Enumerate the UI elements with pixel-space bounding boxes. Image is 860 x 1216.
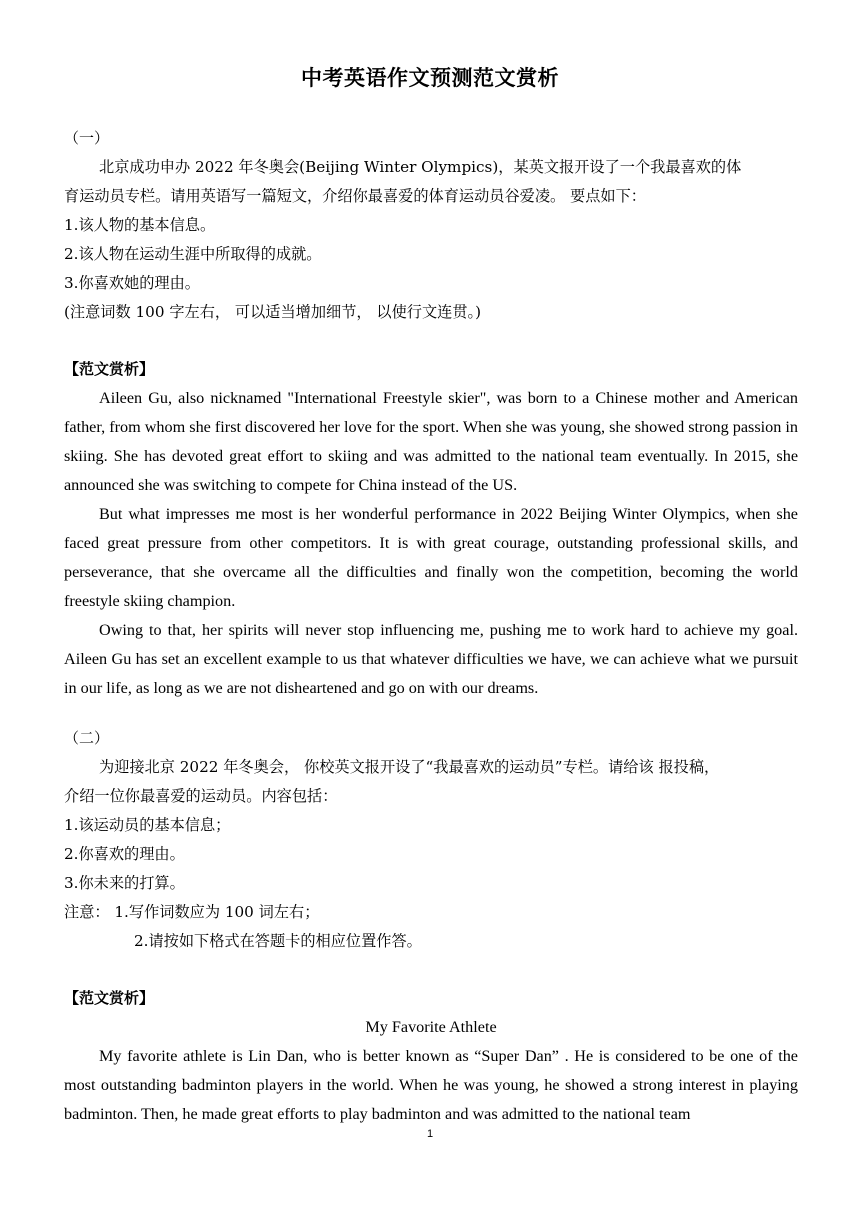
analysis-heading: 【范文赏析】	[64, 989, 155, 1007]
part1-label: （一）	[64, 129, 110, 147]
part1-analysis	[64, 355, 798, 703]
page-number: 1	[426, 1128, 434, 1140]
page-title: 中考英语作文预测范文赏析	[301, 66, 559, 90]
essay-title: My Favorite Athlete	[365, 1018, 497, 1036]
part1-prompt-line: 北京成功申办 2022 年冬奥会(Beijing Winter Olympics)，某英文报开设了一个我最喜欢的体	[99, 158, 742, 176]
part2-prompt-line: 注意： 1.写作词数应为 100 词左右；	[64, 903, 320, 921]
part2-prompt-line: 1.该运动员的基本信息；	[64, 816, 231, 834]
part2-prompt-line: 3.你未来的打算。	[64, 874, 185, 892]
part1-prompt-line: 2.该人物在运动生涯中所取得的成就。	[64, 245, 322, 263]
part2-prompt-line: 2.你喜欢的理由。	[64, 845, 185, 863]
essay-paragraph: Aileen Gu, also nicknamed "International Freestyle skier", was born to a Chinese mother and American father, from whom she first discovered her love for the sport. When she was young, she showed strong passion in skiing. She has devoted great effort to skiing and was admitted to the national team eventually. In 2015, she announced she was switching to compete for China instead of the US.	[64, 389, 798, 494]
analysis-heading: 【范文赏析】	[64, 360, 155, 378]
essay-paragraph: Owing to that, her spirits will never stop influencing me, pushing me to work hard to achieve my goal. Aileen Gu has set an excellent example to us that whatever difficulties we have, we can achieve what we pursuit in our life, as long as we are not disheartened and go on with our dreams.	[64, 621, 798, 697]
part2-analysis	[64, 984, 798, 1129]
part1-prompt-line: 育运动员专栏。请用英语写一篇短文，介绍你最喜爱的体育运动员谷爱凌。 要点如下：	[64, 187, 646, 205]
part1-prompt-line: (注意词数 100 字左右， 可以适当增加细节， 以使行文连贯。)	[64, 303, 482, 321]
part1-prompt	[64, 124, 798, 327]
part2-prompt-line: 2.请按如下格式在答题卡的相应位置作答。	[134, 932, 422, 950]
part1-prompt-line: 1.该人物的基本信息。	[64, 216, 216, 234]
part2-prompt-line: 介绍一位你最喜爱的运动员。内容包括：	[64, 787, 338, 805]
part2-label: （二）	[64, 729, 110, 747]
essay-paragraph: My favorite athlete is Lin Dan, who is better known as “Super Dan” . He is considered to be one of the most outstanding badminton players in the world. When he was young, he showed a strong interest in playing badminton. Then, he made great efforts to play badminton and was admitted to the national team	[64, 1047, 798, 1123]
part2-prompt	[64, 724, 798, 956]
essay-paragraph: But what impresses me most is her wonderful performance in 2022 Beijing Winter Olympics, when she faced great pressure from other competitors. It is with great courage, outstanding professional skills, and perseverance, that she overcame all the difficulties and finally won the competition, becoming the world freestyle skiing champion.	[64, 505, 798, 610]
part1-prompt-line: 3.你喜欢她的理由。	[64, 274, 200, 292]
part2-prompt-line: 为迎接北京 2022 年冬奥会， 你校英文报开设了“我最喜欢的运动员”专栏。请给该 报投稿，	[99, 758, 720, 776]
